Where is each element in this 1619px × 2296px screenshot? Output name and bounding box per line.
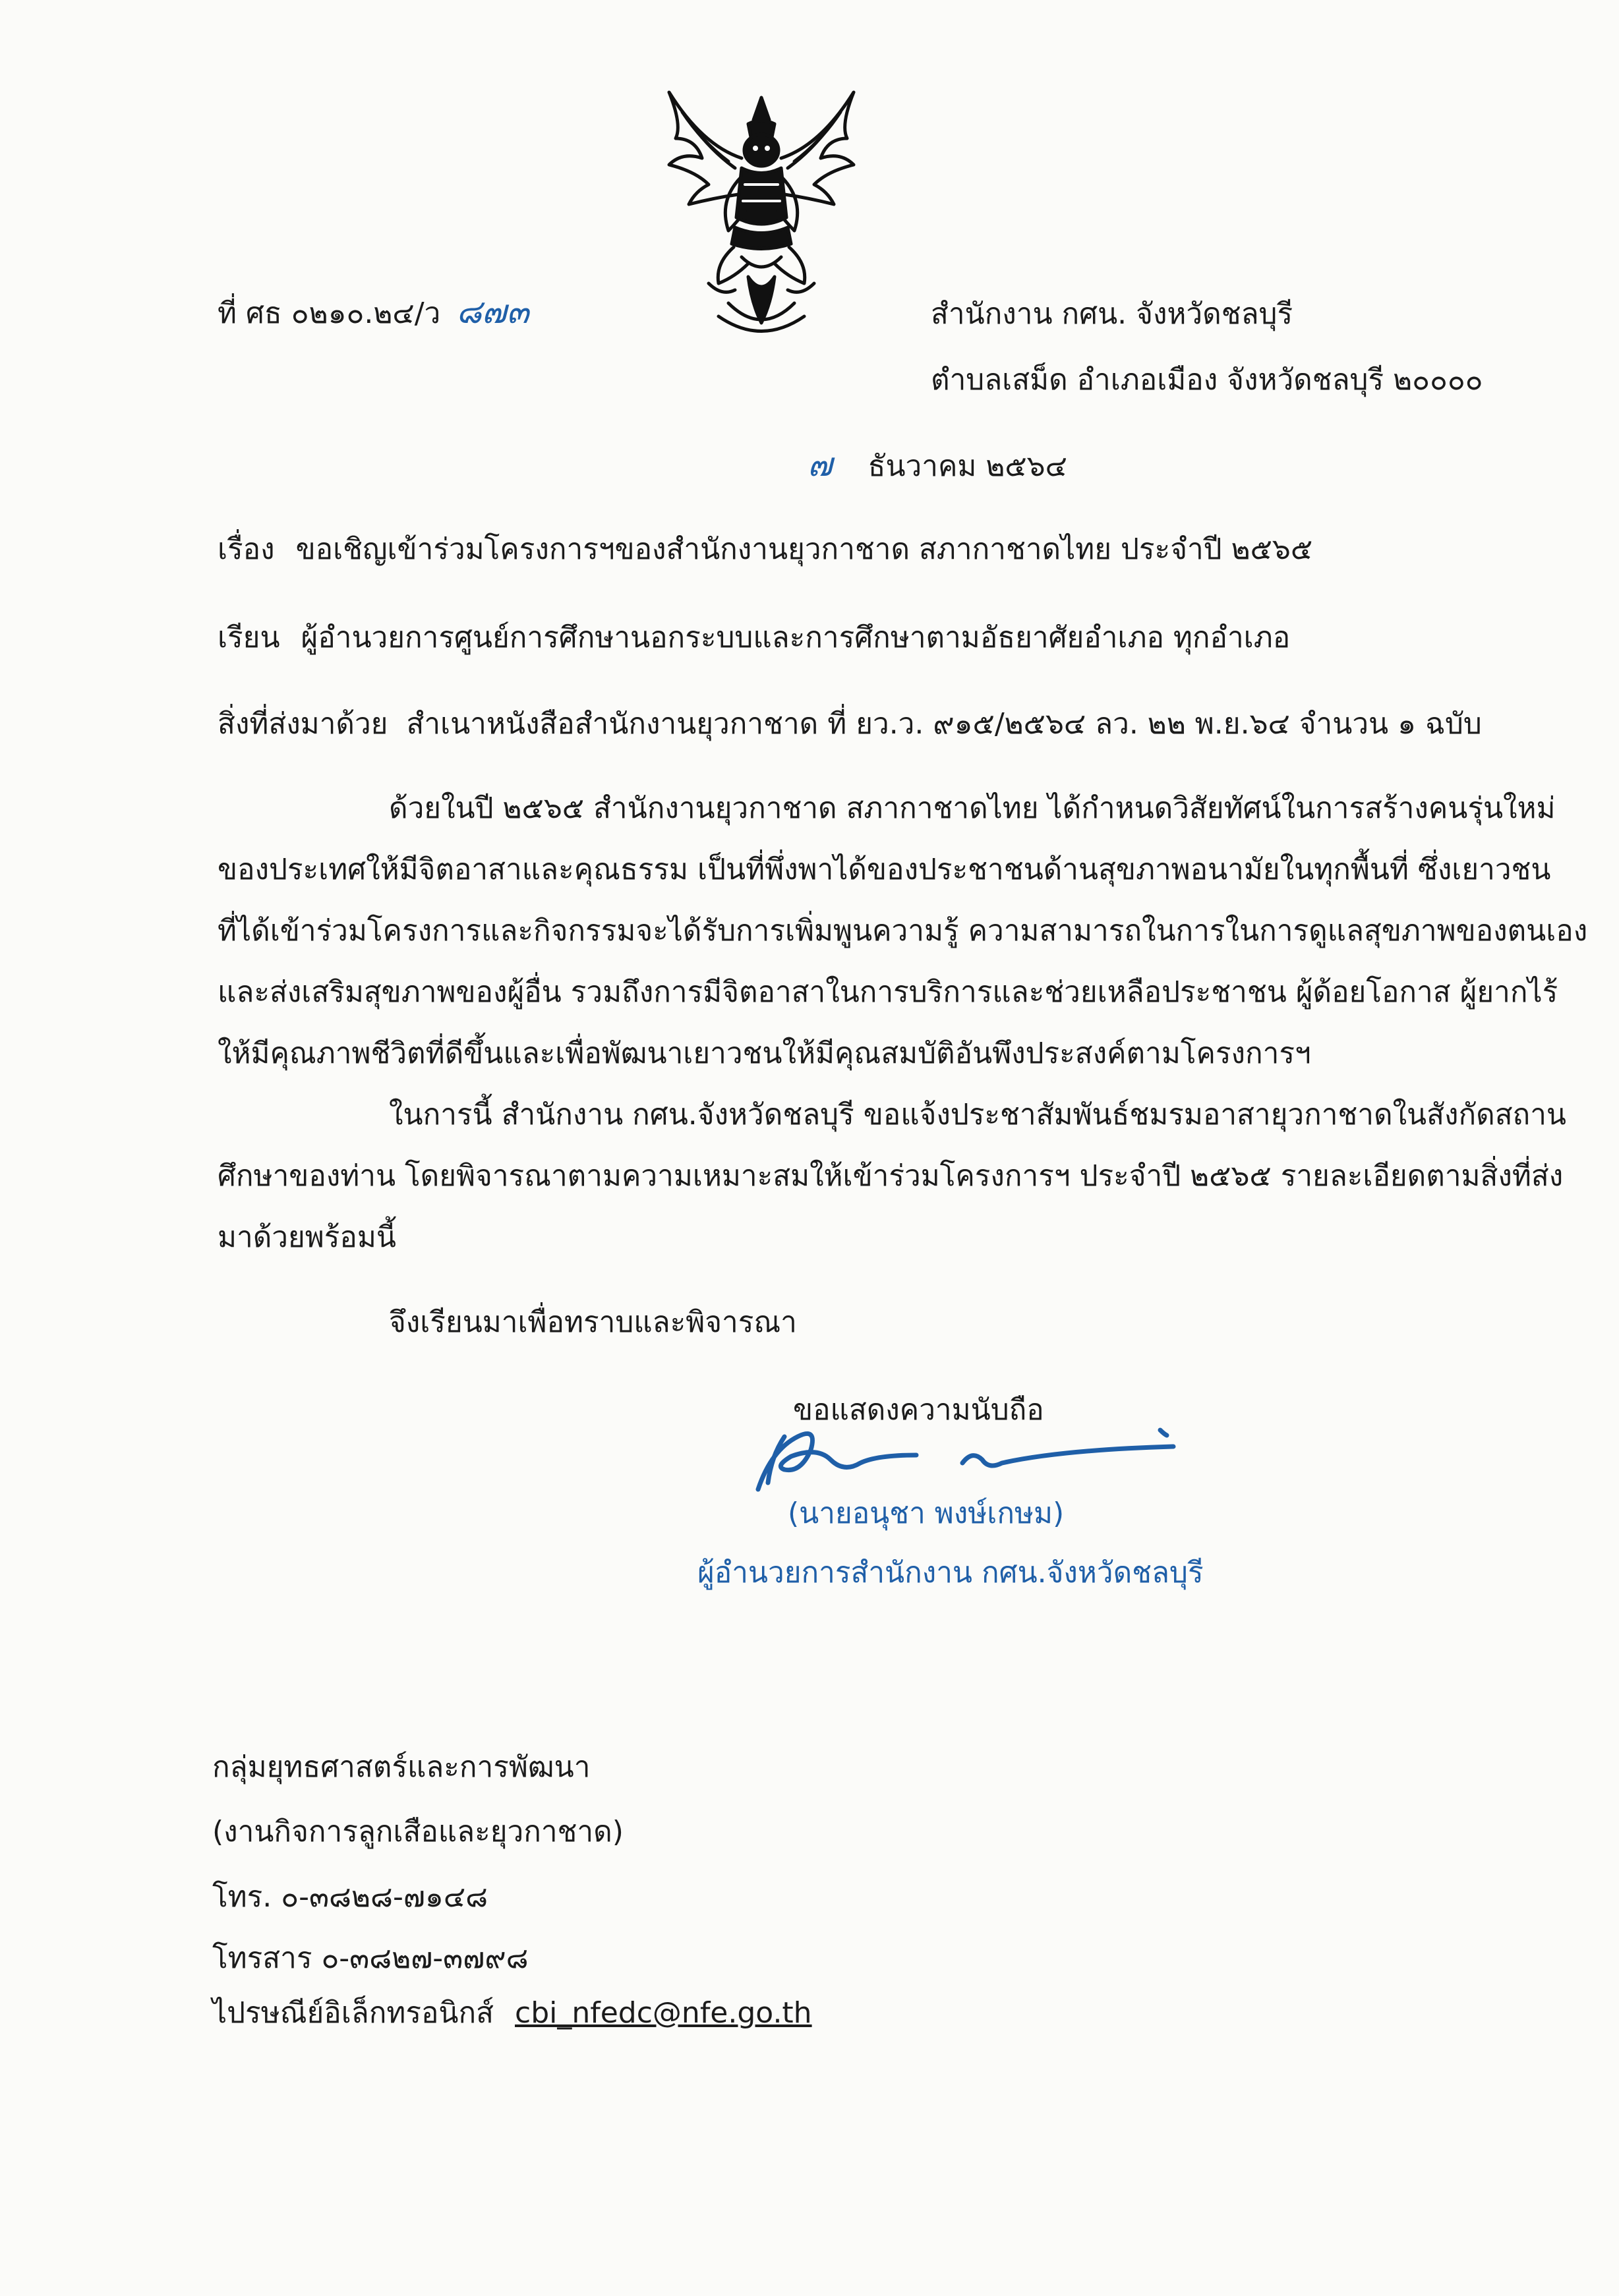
reference-line <box>218 293 529 331</box>
subject-line <box>218 532 1313 566</box>
signer-title: ผู้อำนวยการสำนักงาน กศน.จังหวัดชลบุรี <box>697 1556 1204 1590</box>
subject-text: ขอเชิญเข้าร่วมโครงการฯของสำนักงานยุวกาชาด สภากาชาดไทย ประจำปี ๒๕๖๕ <box>295 532 1313 566</box>
body-line: ที่ได้เข้าร่วมโครงการและกิจกรรมจะได้รับการเพิ่มพูนความรู้ ความสามารถในการในการดูแลสุขภาพของตนเอง <box>218 914 1588 948</box>
enclosure-text: สำเนาหนังสือสำนักงานยุวกาชาด ที่ ยว.ว. ๙๑๕/๒๕๖๔ ลว. ๒๒ พ.ย.๖๔ จำนวน ๑ ฉบับ <box>406 707 1482 741</box>
date-day: ๗ <box>808 445 833 484</box>
office-name: สำนักงาน กศน. จังหวัดชลบุรี <box>931 297 1293 331</box>
reference-label: ที่ ศธ ๐๒๑๐.๒๔/ว <box>218 297 441 330</box>
body-line: และส่งเสริมสุขภาพของผู้อื่น รวมถึงการมีจิตอาสาในการบริการและช่วยเหลือประชาชน ผู้ด้อยโอกาส ผู้ยากไร้ <box>218 975 1558 1009</box>
reference-number: ๘๗๓ <box>456 293 529 331</box>
regards-text: ขอแสดงความนับถือ <box>793 1393 1044 1427</box>
footer-email-label: ไปรษณีย์อิเล็กทรอนิกส์ <box>212 1996 494 2030</box>
enclosure-line <box>218 707 1482 741</box>
recipient-label: เรียน <box>218 621 280 654</box>
enclosure-label: สิ่งที่ส่งมาด้วย <box>218 707 388 741</box>
footer-fax: โทรสาร ๐-๓๘๒๗-๓๗๙๘ <box>212 1941 529 1975</box>
footer-phone: โทร. ๐-๓๘๒๘-๗๑๔๘ <box>212 1880 488 1914</box>
handwritten-signature <box>745 1410 1193 1503</box>
body-line: ให้มีคุณภาพชีวิตที่ดีขึ้นและเพื่อพัฒนาเยาวชนให้มีคุณสมบัติอันพึงประสงค์ตามโครงการฯ <box>218 1037 1311 1070</box>
garuda-emblem-icon <box>656 86 867 349</box>
subject-label: เรื่อง <box>218 532 275 566</box>
footer-email-link[interactable]: cbi_nfedc@nfe.go.th <box>515 1996 812 2030</box>
footer-email-line <box>212 1996 812 2030</box>
body-line: ของประเทศให้มีจิตอาสาและคุณธรรม เป็นที่พึ่งพาได้ของประชาชนด้านสุขภาพอนามัยในทุกพื้นที่ ซึ่งเยาวชน <box>218 853 1551 886</box>
body-line: ด้วยในปี ๒๕๖๕ สำนักงานยุวกาชาด สภากาชาดไทย ได้กำหนดวิสัยทัศน์ในการสร้างคนรุ่นใหม่ <box>389 791 1556 825</box>
signer-name: (นายอนุชา พงษ์เกษม) <box>788 1497 1065 1530</box>
office-address: ตำบลเสม็ด อำเภอเมือง จังหวัดชลบุรี ๒๐๐๐๐ <box>931 363 1483 397</box>
date-month-year: ธันวาคม ๒๕๖๔ <box>868 449 1067 483</box>
body-line: ในการนี้ สำนักงาน กศน.จังหวัดชลบุรี ขอแจ้งประชาสัมพันธ์ชมรมอาสายุวกาชาดในสังกัดสถาน <box>389 1098 1566 1132</box>
body-line: ศึกษาของท่าน โดยพิจารณาตามความเหมาะสมให้เข้าร่วมโครงการฯ ประจำปี ๒๕๖๕ รายละเอียดตามสิ่งที่ส่ง <box>218 1159 1564 1193</box>
letter-date <box>808 445 1067 484</box>
body-line: มาด้วยพร้อมนี้ <box>218 1220 396 1254</box>
recipient-text: ผู้อำนวยการศูนย์การศึกษานอกระบบและการศึกษาตามอัธยาศัยอำเภอ ทุกอำเภอ <box>301 621 1291 654</box>
footer-unit: (งานกิจการลูกเสือและยุวกาชาด) <box>212 1815 624 1849</box>
footer-department: กลุ่มยุทธศาสตร์และการพัฒนา <box>212 1750 591 1784</box>
closing-line: จึงเรียนมาเพื่อทราบและพิจารณา <box>389 1306 797 1339</box>
recipient-line <box>218 623 1290 652</box>
